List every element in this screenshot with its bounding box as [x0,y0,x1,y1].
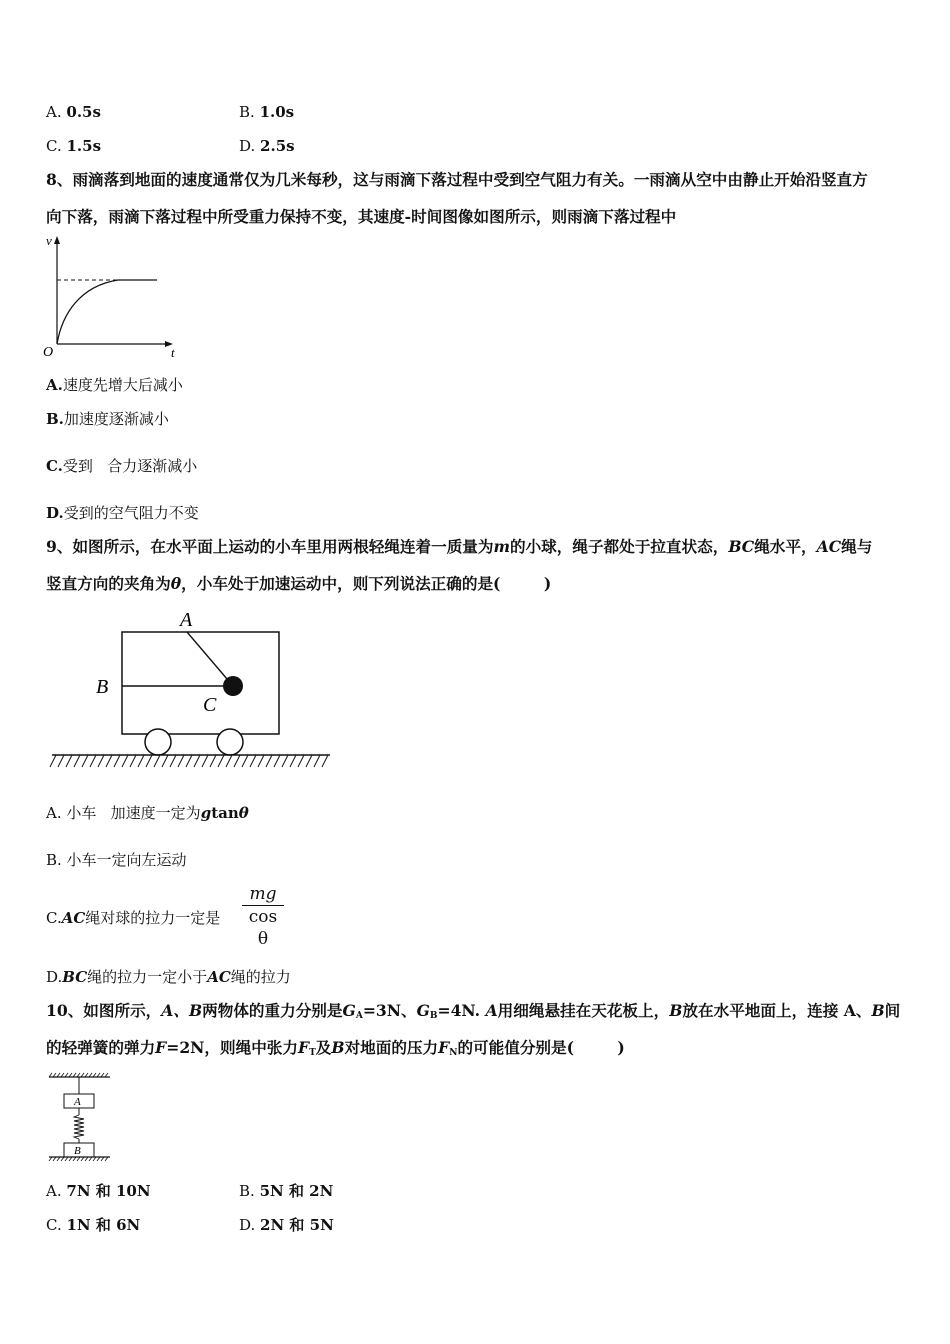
q7-option-b: B. 1.0s [239,103,295,121]
q10-stem-line2: 的轻弹簧的弹力F=2N，则绳中张力$F_T$及B对地面的压力$F_N$的可能值分别是( ) [46,1038,625,1058]
q9-cart-figure [48,605,338,775]
q8-option-b: B.加速度逐渐减小 [46,410,169,428]
q10-option-c: C. 1N 和 6N [46,1216,141,1234]
q8-vt-graph [40,234,180,359]
q8-stem-line1: 8、雨滴落到地面的速度通常仅为几米每秒，这与雨滴下落过程中受到空气阻力有关。一雨滴从空中由静止开始沿竖直方 [46,170,868,189]
q10-stem-line1: 10、如图所示，A、B两物体的重力分别是$G_A=3N$、$G_B=4N$. A用细绳悬挂在天花板上，B放在水平地面上，连接 A、B间 [46,1001,901,1021]
fraction-numerator: mg [249,884,277,904]
q9-option-c-fraction [242,883,284,950]
q9-option-b: B. 小车一定向左运动 [46,851,187,869]
q10-option-d: D. 2N 和 5N [239,1216,334,1234]
q7-option-c: C. 1.5s [46,137,102,155]
q8-graph-x-label: t [171,345,175,360]
q8-graph-y-label: v [46,233,52,248]
q8-graph-origin-label: O [43,345,54,360]
q7-option-a: A. 0.5s [46,103,101,121]
q8-option-d: D.受到的空气阻力不变 [46,504,199,522]
q10-option-a: A. 7N 和 10N [46,1182,151,1200]
q9-label-c: C [203,694,217,716]
q7-option-d: D. 2.5s [239,137,295,155]
q8-stem-line2: 向下落，雨滴下落过程中所受重力保持不变，其速度-时间图像如图所示，则雨滴下落过程中 [46,207,677,226]
q10-label-a: A [74,1096,81,1108]
q9-option-d: D.BC绳的拉力一定小于AC绳的拉力 [46,968,291,986]
q9-option-a: A. 小车 加速度一定为gtanθ [46,804,249,822]
q10-option-b: B. 5N 和 2N [239,1182,334,1200]
q10-label-b: B [74,1145,81,1157]
q8-option-a: A.速度先增大后减小 [46,376,183,394]
q8-option-c: C.受到 合力逐渐减小 [46,457,198,475]
q9-label-a: A [180,609,193,631]
q9-stem-line2: 竖直方向的夹角为θ，小车处于加速运动中，则下列说法正确的是( ) [46,574,552,593]
q9-stem-line1: 9、如图所示，在水平面上运动的小车里用两根轻绳连着一质量为m的小球，绳子都处于拉直状态，BC绳水平，AC绳与 [46,537,873,556]
fraction-denominator: cos θ [242,905,284,950]
q10-spring-figure [46,1072,116,1167]
q9-label-b: B [96,676,109,698]
q9-option-c: C.AC绳对球的拉力一定是 [46,909,221,927]
